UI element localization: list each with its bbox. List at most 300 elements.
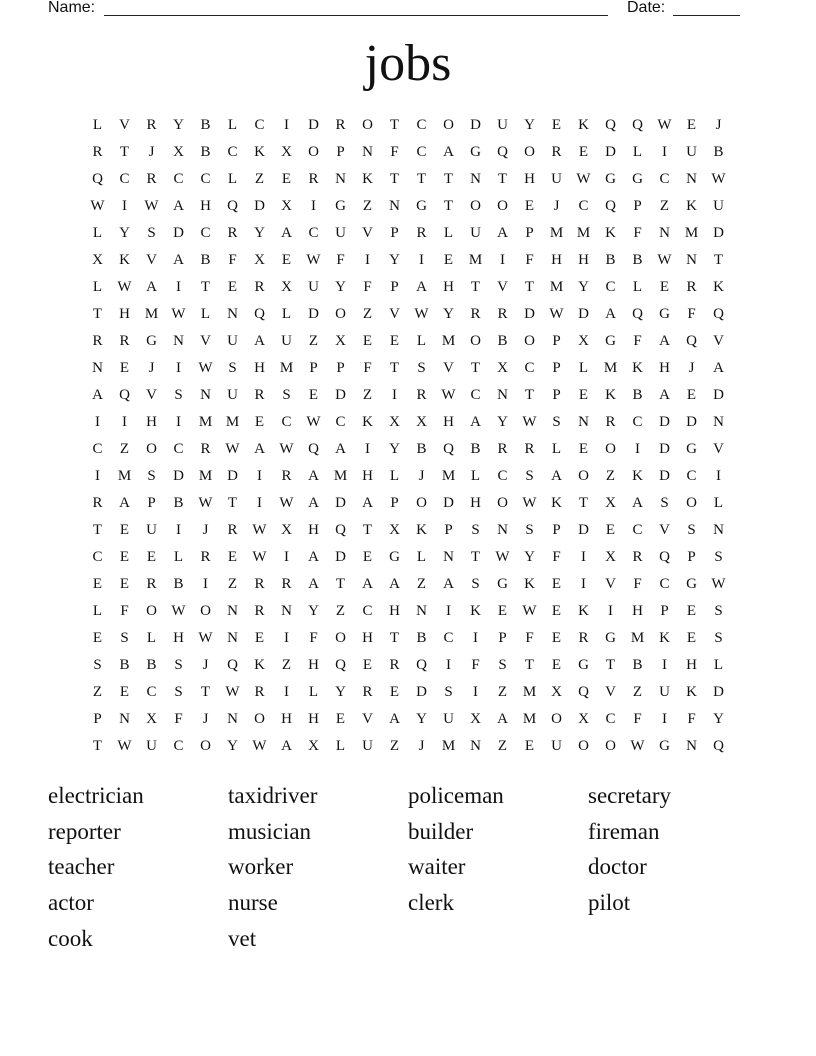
- grid-letter: W: [225, 684, 240, 700]
- grid-letter: O: [470, 198, 481, 214]
- grid-letter: E: [524, 738, 535, 754]
- grid-letter: D: [308, 306, 319, 322]
- grid-letter: C: [200, 171, 211, 187]
- grid-letter: S: [498, 657, 507, 673]
- grid-letter: Y: [524, 549, 535, 565]
- grid-letter: H: [659, 360, 670, 376]
- grid-letter: Z: [92, 684, 103, 700]
- grid-letter: O: [362, 117, 373, 133]
- grid-letter: S: [174, 387, 183, 403]
- grid-letter: Q: [713, 738, 724, 754]
- grid-letter: E: [389, 333, 400, 349]
- grid-letter: D: [659, 414, 670, 430]
- grid-letter: A: [713, 360, 724, 376]
- grid-letter: I: [392, 387, 397, 403]
- grid-letter: M: [225, 414, 240, 430]
- grid-letter: D: [713, 225, 724, 241]
- grid-letter: B: [173, 495, 184, 511]
- grid-letter: T: [524, 279, 535, 295]
- grid-letter: C: [605, 711, 616, 727]
- grid-letter: W: [711, 171, 726, 187]
- grid-letter: E: [551, 603, 562, 619]
- grid-letter: O: [335, 306, 346, 322]
- word-list-item: secretary: [588, 783, 671, 808]
- grid-letter: K: [686, 684, 697, 700]
- grid-letter: C: [497, 468, 508, 484]
- grid-letter: X: [497, 360, 508, 376]
- grid-letter: B: [605, 252, 616, 268]
- grid-letter: P: [336, 144, 345, 160]
- grid-letter: M: [198, 414, 213, 430]
- grid-letter: E: [119, 576, 130, 592]
- grid-letter: C: [227, 144, 238, 160]
- grid-letter: J: [553, 198, 560, 214]
- grid-letter: A: [254, 333, 265, 349]
- grid-letter: X: [389, 522, 400, 538]
- word-list-item: fireman: [588, 818, 660, 844]
- word-list-item: vet: [228, 925, 257, 951]
- grid-letter: H: [362, 630, 373, 646]
- grid-letter: M: [279, 360, 294, 376]
- grid-letter: G: [335, 198, 346, 214]
- grid-letter: I: [635, 441, 640, 457]
- grid-letter: S: [174, 684, 183, 700]
- grid-letter: O: [524, 333, 535, 349]
- grid-letter: E: [119, 549, 130, 565]
- grid-letter: F: [633, 576, 642, 592]
- grid-letter: L: [578, 360, 589, 376]
- grid-letter: F: [120, 603, 129, 619]
- grid-letter: E: [254, 414, 265, 430]
- grid-letter: C: [335, 414, 346, 430]
- grid-letter: D: [443, 495, 454, 511]
- grid-letter: W: [306, 414, 321, 430]
- grid-letter: C: [443, 630, 454, 646]
- grid-letter: Q: [686, 333, 697, 349]
- grid-letter: F: [336, 252, 345, 268]
- grid-letter: Q: [632, 306, 643, 322]
- grid-letter: Z: [497, 738, 508, 754]
- grid-letter: O: [254, 711, 265, 727]
- grid-letter: X: [389, 414, 400, 430]
- grid-letter: A: [659, 387, 670, 403]
- grid-letter: R: [227, 522, 238, 538]
- grid-letter: I: [311, 198, 316, 214]
- grid-letter: Y: [119, 225, 130, 241]
- grid-letter: X: [281, 198, 292, 214]
- grid-letter: R: [146, 117, 157, 133]
- grid-letter: U: [308, 279, 319, 295]
- word-list-item: clerk: [408, 890, 454, 916]
- grid-letter: E: [254, 630, 265, 646]
- grid-letter: Q: [605, 198, 616, 214]
- grid-letter: B: [200, 252, 211, 268]
- grid-letter: T: [578, 495, 589, 511]
- grid-letter: L: [281, 306, 292, 322]
- grid-letter: X: [605, 549, 616, 565]
- grid-letter: H: [362, 468, 373, 484]
- grid-letter: D: [686, 414, 697, 430]
- grid-letter: T: [200, 279, 211, 295]
- grid-letter: L: [146, 630, 157, 646]
- grid-letter: W: [522, 603, 537, 619]
- grid-letter: W: [414, 306, 429, 322]
- grid-letter: P: [336, 360, 345, 376]
- grid-letter: W: [198, 630, 213, 646]
- grid-letter: E: [686, 603, 697, 619]
- word-list-item: musician: [228, 818, 312, 844]
- name-blank-line: [104, 15, 608, 16]
- grid-letter: Q: [119, 387, 130, 403]
- grid-letter: R: [254, 279, 265, 295]
- grid-letter: S: [417, 360, 426, 376]
- grid-letter: I: [446, 657, 451, 673]
- grid-letter: T: [389, 171, 400, 187]
- grid-letter: M: [603, 360, 618, 376]
- grid-letter: W: [522, 495, 537, 511]
- grid-letter: W: [306, 252, 321, 268]
- grid-letter: E: [362, 549, 373, 565]
- grid-letter: D: [578, 306, 589, 322]
- grid-letter: M: [117, 468, 132, 484]
- grid-letter: N: [470, 171, 481, 187]
- grid-letter: C: [605, 279, 616, 295]
- grid-letter: J: [688, 360, 695, 376]
- grid-letter: T: [335, 576, 346, 592]
- grid-letter: R: [416, 387, 427, 403]
- grid-letter: X: [470, 711, 481, 727]
- grid-letter: E: [578, 441, 589, 457]
- grid-letter: O: [578, 468, 589, 484]
- grid-letter: I: [500, 252, 505, 268]
- grid-letter: B: [200, 117, 211, 133]
- grid-letter: C: [659, 171, 670, 187]
- grid-letter: X: [578, 711, 589, 727]
- grid-letter: I: [176, 360, 181, 376]
- grid-letter: L: [92, 279, 103, 295]
- grid-letter: S: [147, 225, 156, 241]
- grid-letter: E: [578, 387, 589, 403]
- grid-letter: K: [686, 198, 697, 214]
- grid-letter: T: [605, 657, 616, 673]
- grid-letter: H: [173, 630, 184, 646]
- grid-letter: U: [227, 387, 238, 403]
- grid-letter: O: [497, 198, 508, 214]
- grid-letter: E: [686, 117, 697, 133]
- grid-letter: B: [119, 657, 130, 673]
- grid-letter: G: [659, 306, 670, 322]
- date-label: Date:: [627, 0, 666, 16]
- grid-letter: Q: [497, 144, 508, 160]
- worksheet-header: [48, 0, 748, 20]
- grid-letter: E: [443, 252, 454, 268]
- grid-letter: K: [659, 630, 670, 646]
- grid-letter: Q: [335, 657, 346, 673]
- grid-letter: Z: [254, 171, 265, 187]
- grid-letter: I: [95, 414, 100, 430]
- grid-letter: Q: [443, 441, 454, 457]
- grid-letter: D: [470, 117, 481, 133]
- grid-letter: P: [660, 603, 669, 619]
- grid-letter: I: [662, 144, 667, 160]
- grid-letter: A: [308, 549, 319, 565]
- grid-letter: S: [471, 576, 480, 592]
- grid-letter: D: [659, 441, 670, 457]
- page-title: jobs: [364, 35, 452, 92]
- grid-letter: A: [497, 711, 508, 727]
- grid-letter: F: [390, 144, 399, 160]
- grid-letter: R: [308, 171, 319, 187]
- grid-letter: L: [713, 657, 724, 673]
- grid-letter: T: [497, 171, 508, 187]
- grid-letter: N: [686, 252, 697, 268]
- grid-letter: E: [362, 333, 373, 349]
- grid-letter: R: [200, 549, 211, 565]
- grid-letter: I: [95, 468, 100, 484]
- grid-letter: A: [281, 738, 292, 754]
- grid-letter: C: [416, 117, 427, 133]
- grid-letter: P: [390, 495, 399, 511]
- grid-letter: V: [389, 306, 400, 322]
- grid-letter: P: [552, 522, 561, 538]
- grid-letter: B: [200, 144, 211, 160]
- grid-letter: P: [498, 630, 507, 646]
- grid-letter: S: [120, 630, 129, 646]
- grid-letter: E: [119, 360, 130, 376]
- grid-letter: X: [578, 333, 589, 349]
- grid-letter: T: [470, 279, 481, 295]
- grid-letter: L: [632, 279, 643, 295]
- grid-letter: R: [632, 549, 643, 565]
- grid-letter: D: [227, 468, 238, 484]
- word-list-item: actor: [48, 890, 94, 916]
- grid-letter: Z: [362, 198, 373, 214]
- grid-letter: L: [416, 549, 427, 565]
- grid-letter: I: [122, 414, 127, 430]
- grid-letter: N: [92, 360, 103, 376]
- grid-letter: Z: [416, 576, 427, 592]
- grid-letter: R: [497, 441, 508, 457]
- grid-letter: K: [632, 468, 643, 484]
- grid-letter: F: [174, 711, 183, 727]
- grid-letter: B: [416, 441, 427, 457]
- grid-letter: C: [578, 198, 589, 214]
- grid-letter: X: [281, 279, 292, 295]
- grid-letter: L: [200, 306, 211, 322]
- grid-letter: K: [254, 657, 265, 673]
- grid-letter: Y: [443, 306, 454, 322]
- grid-letter: C: [92, 441, 103, 457]
- grid-letter: L: [173, 549, 184, 565]
- grid-letter: H: [632, 603, 643, 619]
- grid-letter: H: [524, 171, 535, 187]
- grid-letter: M: [522, 684, 537, 700]
- grid-letter: D: [335, 549, 346, 565]
- grid-letter: W: [171, 306, 186, 322]
- grid-letter: A: [659, 333, 670, 349]
- grid-letter: J: [202, 711, 209, 727]
- grid-letter: G: [416, 198, 427, 214]
- grid-letter: C: [173, 171, 184, 187]
- grid-letter: F: [633, 225, 642, 241]
- grid-letter: N: [578, 414, 589, 430]
- grid-letter: N: [713, 522, 724, 538]
- grid-letter: N: [173, 333, 184, 349]
- grid-letter: A: [551, 468, 562, 484]
- grid-letter: W: [630, 738, 645, 754]
- grid-letter: O: [200, 603, 211, 619]
- grid-letter: G: [686, 441, 697, 457]
- word-list-item: doctor: [588, 854, 647, 880]
- grid-letter: C: [281, 414, 292, 430]
- grid-letter: S: [660, 495, 669, 511]
- grid-letter: G: [686, 576, 697, 592]
- grid-letter: U: [146, 738, 157, 754]
- grid-letter: F: [228, 252, 237, 268]
- grid-letter: K: [470, 603, 481, 619]
- grid-letter: D: [335, 495, 346, 511]
- grid-letter: B: [632, 657, 643, 673]
- grid-letter: V: [497, 279, 508, 295]
- grid-letter: N: [389, 198, 400, 214]
- grid-letter: P: [390, 225, 399, 241]
- grid-letter: Y: [335, 279, 346, 295]
- grid-letter: Z: [632, 684, 643, 700]
- grid-letter: K: [416, 522, 427, 538]
- grid-letter: D: [308, 117, 319, 133]
- grid-letter: N: [227, 306, 238, 322]
- grid-letter: K: [605, 387, 616, 403]
- grid-letter: R: [146, 576, 157, 592]
- grid-letter: O: [200, 738, 211, 754]
- grid-letter: R: [281, 468, 292, 484]
- grid-letter: X: [281, 522, 292, 538]
- grid-letter: N: [200, 387, 211, 403]
- grid-letter: V: [146, 387, 157, 403]
- grid-letter: E: [227, 279, 238, 295]
- grid-letter: E: [686, 630, 697, 646]
- grid-letter: I: [581, 576, 586, 592]
- grid-letter: Z: [227, 576, 238, 592]
- grid-letter: V: [200, 333, 211, 349]
- grid-letter: W: [495, 549, 510, 565]
- grid-letter: K: [578, 603, 589, 619]
- grid-letter: Z: [497, 684, 508, 700]
- grid-letter: H: [200, 198, 211, 214]
- grid-letter: E: [119, 522, 130, 538]
- grid-letter: C: [146, 684, 157, 700]
- grid-letter: Y: [308, 603, 319, 619]
- grid-letter: G: [632, 171, 643, 187]
- grid-letter: S: [714, 603, 723, 619]
- grid-letter: L: [713, 495, 724, 511]
- grid-letter: N: [497, 522, 508, 538]
- grid-letter: W: [252, 549, 267, 565]
- grid-letter: H: [470, 495, 481, 511]
- grid-letter: E: [551, 630, 562, 646]
- grid-letter: W: [144, 198, 159, 214]
- grid-letter: N: [119, 711, 130, 727]
- grid-letter: I: [122, 198, 127, 214]
- grid-letter: U: [497, 117, 508, 133]
- grid-letter: C: [119, 171, 130, 187]
- grid-letter: W: [171, 603, 186, 619]
- grid-letter: R: [146, 171, 157, 187]
- grid-letter: A: [92, 387, 103, 403]
- grid-letter: U: [146, 522, 157, 538]
- grid-letter: A: [308, 576, 319, 592]
- grid-letter: B: [470, 441, 481, 457]
- grid-letter: R: [416, 225, 427, 241]
- date-blank-line: [673, 15, 740, 16]
- grid-letter: U: [443, 711, 454, 727]
- grid-letter: O: [578, 738, 589, 754]
- grid-letter: W: [657, 252, 672, 268]
- grid-letter: N: [659, 225, 670, 241]
- grid-letter: F: [363, 360, 372, 376]
- grid-letter: R: [119, 333, 130, 349]
- grid-letter: R: [254, 603, 265, 619]
- grid-letter: Y: [173, 117, 184, 133]
- grid-letter: N: [281, 603, 292, 619]
- grid-letter: H: [146, 414, 157, 430]
- grid-letter: S: [714, 630, 723, 646]
- grid-letter: L: [335, 738, 346, 754]
- grid-letter: O: [416, 495, 427, 511]
- grid-letter: L: [92, 603, 103, 619]
- grid-letter: D: [659, 468, 670, 484]
- grid-letter: C: [686, 468, 697, 484]
- grid-letter: A: [443, 576, 454, 592]
- grid-letter: R: [551, 144, 562, 160]
- grid-letter: T: [524, 387, 535, 403]
- grid-letter: N: [227, 711, 238, 727]
- grid-letter: A: [362, 576, 373, 592]
- letter-grid: [84, 112, 732, 760]
- grid-letter: U: [551, 738, 562, 754]
- grid-letter: W: [117, 279, 132, 295]
- grid-letter: Q: [713, 306, 724, 322]
- grid-letter: A: [470, 414, 481, 430]
- grid-letter: O: [551, 711, 562, 727]
- grid-letter: D: [173, 468, 184, 484]
- name-label: Name:: [48, 0, 96, 16]
- grid-letter: Y: [416, 711, 427, 727]
- grid-letter: F: [687, 711, 696, 727]
- grid-letter: J: [715, 117, 722, 133]
- grid-letter: B: [173, 576, 184, 592]
- grid-letter: E: [578, 144, 589, 160]
- grid-letter: O: [497, 495, 508, 511]
- grid-letter: H: [308, 711, 319, 727]
- word-list-item: electrician: [48, 783, 144, 808]
- grid-letter: J: [202, 522, 209, 538]
- grid-letter: T: [443, 198, 454, 214]
- grid-letter: S: [471, 522, 480, 538]
- grid-letter: M: [333, 468, 348, 484]
- grid-letter: P: [444, 522, 453, 538]
- grid-letter: K: [551, 495, 562, 511]
- grid-letter: W: [576, 171, 591, 187]
- grid-letter: L: [227, 117, 238, 133]
- grid-letter: P: [525, 225, 534, 241]
- grid-letter: W: [711, 576, 726, 592]
- grid-letter: Q: [254, 306, 265, 322]
- grid-letter: L: [227, 171, 238, 187]
- grid-letter: K: [578, 117, 589, 133]
- word-list-item: nurse: [228, 890, 278, 916]
- grid-letter: A: [173, 252, 184, 268]
